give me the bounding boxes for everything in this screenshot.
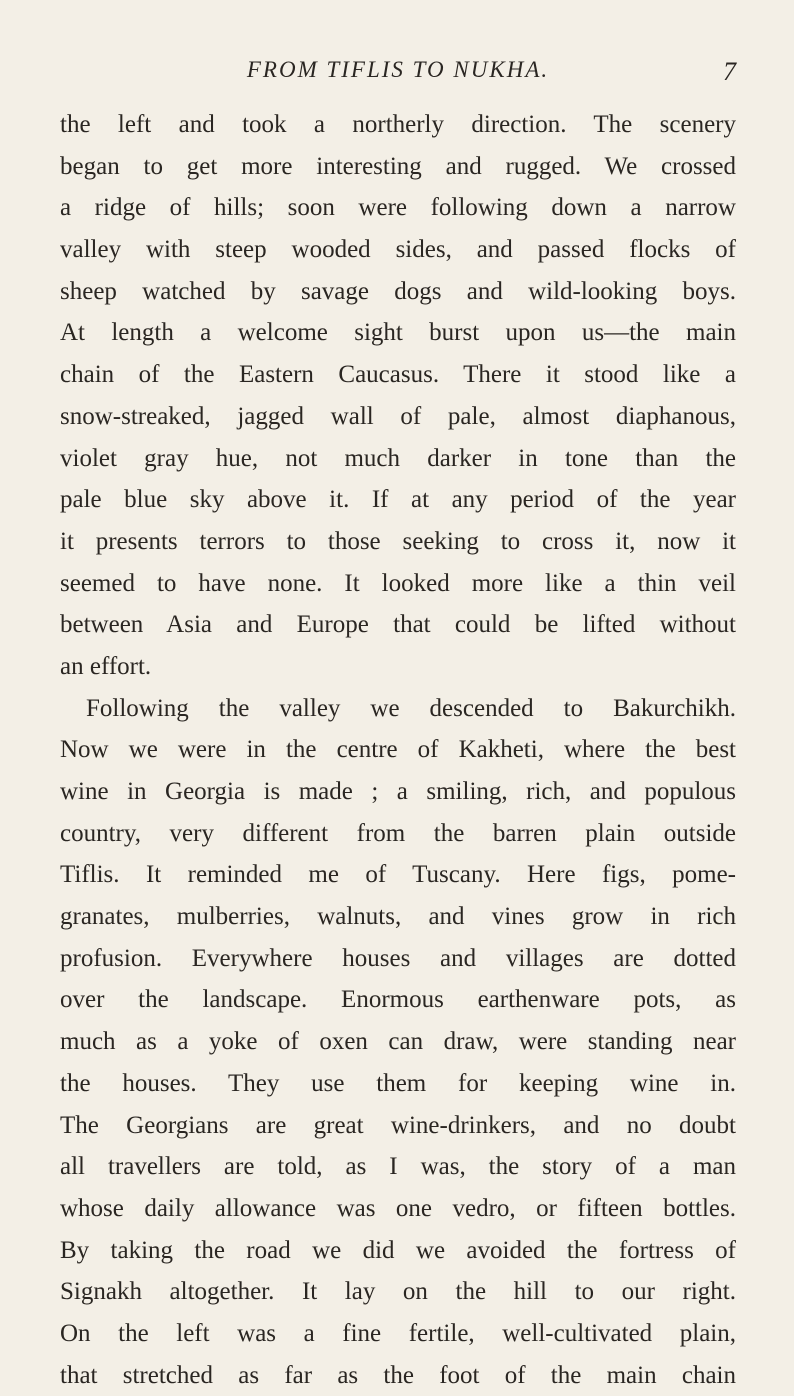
text-line: the houses. They use them for keeping wine in. <box>60 1069 736 1097</box>
text-line: began to get more interesting and rugged. We crossed <box>60 152 736 180</box>
text-line: Signakh altogether. It lay on the hill to our right. <box>60 1278 736 1306</box>
text-line: wine in Georgia is made ; a smiling, rich, and populous <box>60 778 736 805</box>
text-line: At length a welcome sight burst upon us—the main <box>60 319 736 347</box>
paragraph-end-line: an effort. <box>60 652 152 680</box>
text-line: Now we were in the centre of Kakheti, where the best <box>60 736 736 764</box>
text-line: snow-streaked, jagged wall of pale, almost diaphanous, <box>60 402 736 430</box>
text-line: valley with steep wooded sides, and passed flocks of <box>60 236 736 264</box>
text-line: By taking the road we did we avoided the fortress of <box>60 1236 736 1264</box>
text-line: On the left was a fine fertile, well-cultivated plain, <box>60 1319 736 1347</box>
text-line: all travellers are told, as I was, the story of a man <box>60 1153 736 1181</box>
text-line: sheep watched by savage dogs and wild-looking boys. <box>60 277 736 305</box>
page-number: 7 <box>723 57 736 86</box>
text-line: seemed to have none. It looked more like a thin veil <box>60 569 736 597</box>
text-line: it presents terrors to those seeking to cross it, now it <box>60 527 736 555</box>
body-text <box>60 104 736 1396</box>
text-line: violet gray hue, not much darker in tone than the <box>60 444 736 472</box>
text-line: between Asia and Europe that could be lifted without <box>60 611 736 639</box>
text-line: that stretched as far as the foot of the main chain <box>60 1361 736 1389</box>
text-line: The Georgians are great wine-drinkers, and no doubt <box>60 1111 736 1139</box>
text-line: pale blue sky above it. If at any period of the year <box>60 486 736 514</box>
text-line: over the landscape. Enormous earthenware pots, as <box>60 986 736 1014</box>
running-title: FROM TIFLIS TO NUKHA. <box>246 57 550 82</box>
text-line: much as a yoke of oxen can draw, were standing near <box>60 1028 736 1056</box>
running-head <box>60 55 736 89</box>
text-line: the left and took a northerly direction. The scenery <box>60 111 736 138</box>
text-line: granates, mulberries, walnuts, and vines grow in rich <box>60 903 736 931</box>
text-line: Tiflis. It reminded me of Tuscany. Here figs, pome- <box>60 861 736 889</box>
text-line: whose daily allowance was one vedro, or fifteen bottles. <box>60 1194 736 1222</box>
text-line: profusion. Everywhere houses and villages are dotted <box>60 944 736 972</box>
text-line: chain of the Eastern Caucasus. There it stood like a <box>60 361 736 389</box>
text-line: country, very different from the barren plain outside <box>60 819 736 847</box>
text-line: a ridge of hills; soon were following down a narrow <box>60 194 736 222</box>
text-line: Following the valley we descended to Bakurchikh. <box>86 694 736 722</box>
